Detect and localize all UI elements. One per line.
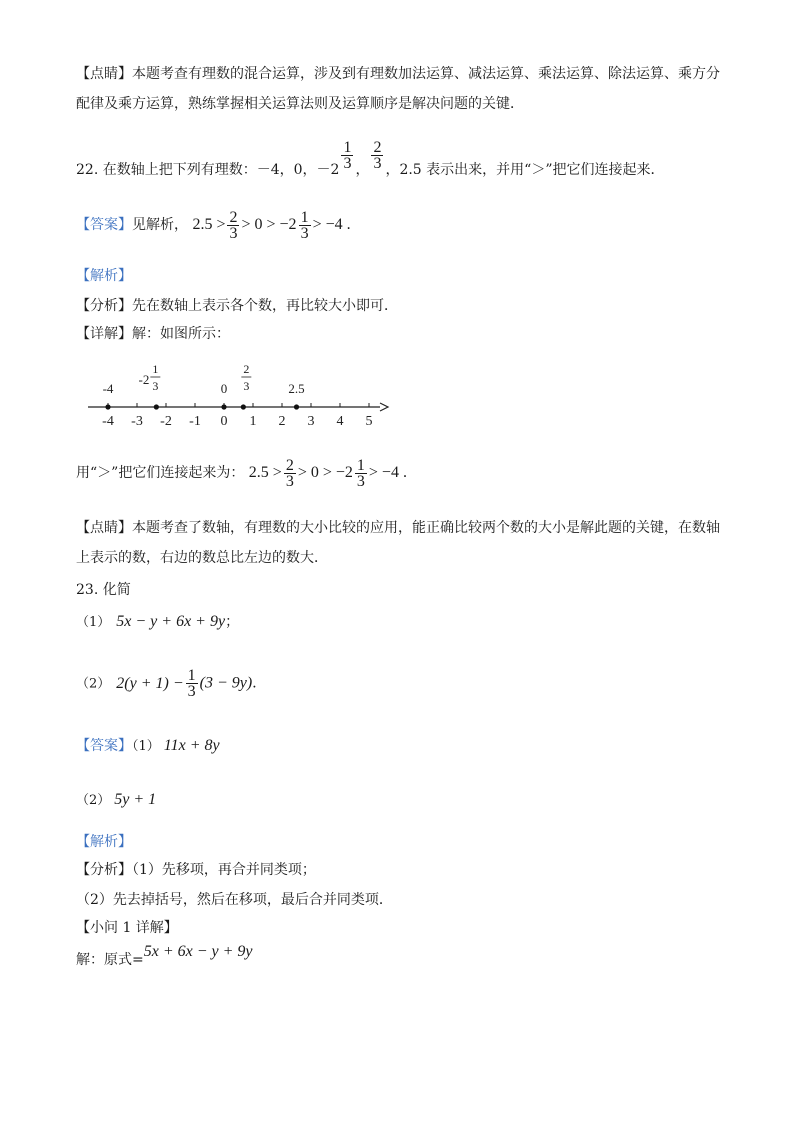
q22-text-b: ，2.5 表示出来，并用“＞”把它们连接起来． bbox=[385, 162, 665, 178]
number-line-point-label: -4 bbox=[102, 381, 114, 396]
remark-prev bbox=[76, 64, 724, 114]
answer-expression: 2.5 > $\frac{2}{3}$ > 0 > −2 $\frac{1}{3}$ > −4 . bbox=[192, 209, 351, 242]
q23-part1: （1） 5x − y + 6x + 9y； bbox=[76, 613, 240, 630]
q23-answer-2: （2） 5y + 1 bbox=[76, 791, 157, 808]
number-line-fraction-denominator: 3 bbox=[152, 379, 159, 393]
q22-analysis-tag: 【解析】 bbox=[76, 268, 132, 284]
q23-part2: （2） 2(y + 1) − $\frac{1}{3}$ (3 − 9y)． bbox=[76, 667, 267, 700]
number-line-arrow bbox=[380, 403, 388, 411]
number-line-tick-label: 3 bbox=[307, 414, 315, 429]
number-line-point bbox=[241, 404, 246, 409]
remark-tag: 【点睛】 bbox=[76, 66, 132, 82]
number-line-tick-label: -1 bbox=[189, 414, 201, 429]
answer-text: 见解析， bbox=[132, 217, 188, 234]
number-line-point bbox=[221, 404, 226, 409]
q22-number: 22. bbox=[76, 162, 99, 178]
number-line-tick-label: 5 bbox=[365, 414, 373, 429]
q23-sub1-tag: 【小问 1 详解】 bbox=[76, 920, 178, 936]
answer-tag: 【答案】 bbox=[76, 217, 132, 234]
number-line-point-label: 2.5 bbox=[288, 381, 305, 396]
q22-xiangjie: 【详解】解：如图所示： bbox=[76, 326, 230, 342]
number-line-tick-label: -4 bbox=[102, 414, 114, 429]
number-line-tick-label: 4 bbox=[336, 414, 344, 429]
number-line-tick-label: -3 bbox=[131, 414, 143, 429]
number-line-figure bbox=[80, 355, 400, 435]
number-line-tick-label: 2 bbox=[278, 414, 286, 429]
remark-line2: 配律及乘方运算，熟练掌握相关运算法则及运算顺序是解决问题的关键． bbox=[76, 96, 524, 112]
number-line-tick-label: -2 bbox=[160, 414, 172, 429]
q22-fraction-1: $\frac{1}{3}$ bbox=[343, 139, 352, 172]
q23-fenxi: 【分析】（1）先移项，再合并同类项； （2）先去掉括号，然后在移项，最后合并同类项． bbox=[76, 862, 393, 908]
q23-answer-1: 【答案】（1） 11x + 8y bbox=[76, 737, 220, 754]
q22-answer bbox=[76, 210, 724, 241]
q22-sep: ， bbox=[355, 162, 370, 178]
number-line-tick-label: 1 bbox=[249, 414, 257, 429]
number-line-fraction-numerator: 1 bbox=[152, 362, 159, 376]
number-line-point bbox=[105, 404, 110, 409]
number-line-point-label: -2 bbox=[138, 372, 150, 387]
conclusion-expression: 2.5 > $\frac{2}{3}$ > 0 > −2 $\frac{1}{3}$ > −4 . bbox=[248, 457, 407, 490]
number-line-point bbox=[294, 404, 299, 409]
q22-text-a: 在数轴上把下列有理数：－4，0，－2 bbox=[102, 162, 340, 178]
conclusion-text: 用“＞”把它们连接起来为： bbox=[76, 465, 245, 482]
question-23-title: 23. 化简 bbox=[76, 582, 131, 598]
remark-line1: 本题考查有理数的混合运算，涉及到有理数加法运算、减法运算、乘法运算、除法运算、乘方分 bbox=[132, 66, 720, 82]
q22-fraction-2: $\frac{2}{3}$ bbox=[373, 139, 382, 172]
q22-fenxi: 【分析】先在数轴上表示各个数，再比较大小即可． bbox=[76, 298, 398, 314]
number-line-point-label: 0 bbox=[220, 381, 228, 396]
q22-conclusion bbox=[76, 458, 724, 489]
q22-remark: 【点睛】本题考查了数轴，有理数的大小比较的应用，能正确比较两个数的大小是解此题的关键，在数轴 上表示的数，右边的数总比左边的数大． bbox=[76, 520, 720, 566]
number-line-fraction-denominator: 3 bbox=[243, 379, 250, 393]
number-line-point bbox=[154, 404, 159, 409]
number-line-fraction-numerator: 2 bbox=[243, 362, 250, 376]
number-line-tick-label: 0 bbox=[220, 414, 228, 429]
question-22 bbox=[76, 140, 724, 180]
q23-analysis-tag: 【解析】 bbox=[76, 834, 132, 850]
q23-sub1-solution: 解：原式=5x + 6x − y + 9y bbox=[76, 943, 253, 968]
